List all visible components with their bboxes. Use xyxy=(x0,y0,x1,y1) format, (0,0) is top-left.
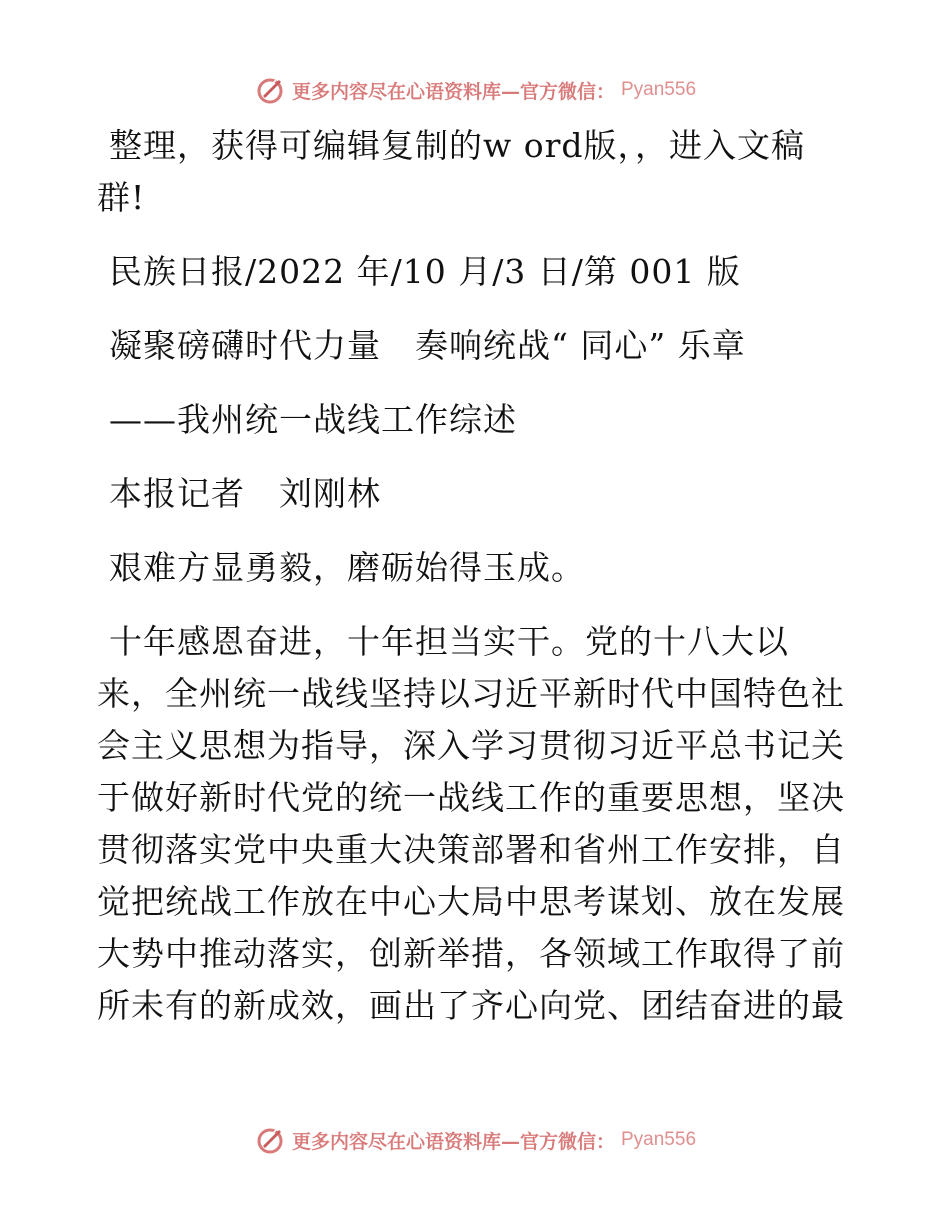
watermark-wechat-id: Pyan556 xyxy=(621,1129,697,1150)
document-body xyxy=(97,120,857,1032)
byline: 本报记者 刘刚林 xyxy=(109,474,381,513)
article-subtitle: ——我州统一战线工作综述 xyxy=(109,400,517,439)
paragraph-line: 觉把统战工作放在中心大局中思考谋划、放在发展 xyxy=(97,882,845,921)
source-line: 民族日报/2022 年/10 月/3 日/第 001 版 xyxy=(109,252,741,291)
article-title: 凝聚磅礴时代力量 奏响统战“ 同心” 乐章 xyxy=(109,326,746,365)
watermark-text: 更多内容尽在心语资料库—官方微信： xyxy=(291,80,615,103)
paragraph-line: 会主义思想为指导，深入学习贯彻习近平总书记关 xyxy=(97,726,845,765)
paragraph-line: 大势中推动落实，创新举措，各领域工作取得了前 xyxy=(97,934,845,973)
watermark-text: 更多内容尽在心语资料库—官方微信： xyxy=(291,1130,615,1153)
quill-logo-icon xyxy=(254,74,286,106)
intro-line-1: 整理，获得可编辑复制的w ord版，，进入文稿 xyxy=(109,126,806,165)
footer-watermark xyxy=(0,1120,950,1160)
header-watermark xyxy=(0,70,950,110)
paragraph-line: 十年感恩奋进，十年担当实干。党的十八大以 xyxy=(109,622,789,661)
watermark-wechat-id: Pyan556 xyxy=(621,79,697,100)
paragraph-line: 来，全州统一战线坚持以习近平新时代中国特色社 xyxy=(97,674,845,713)
paragraph-line: 于做好新时代党的统一战线工作的重要思想，坚决 xyxy=(97,778,845,817)
lead-sentence: 艰难方显勇毅，磨砺始得玉成。 xyxy=(109,548,585,587)
paragraph-line: 贯彻落实党中央重大决策部署和省州工作安排，自 xyxy=(97,830,845,869)
paragraph-line: 所未有的新成效，画出了齐心向党、团结奋进的最 xyxy=(97,986,845,1025)
intro-line-2: 群! xyxy=(97,178,146,217)
quill-logo-icon xyxy=(254,1124,286,1156)
